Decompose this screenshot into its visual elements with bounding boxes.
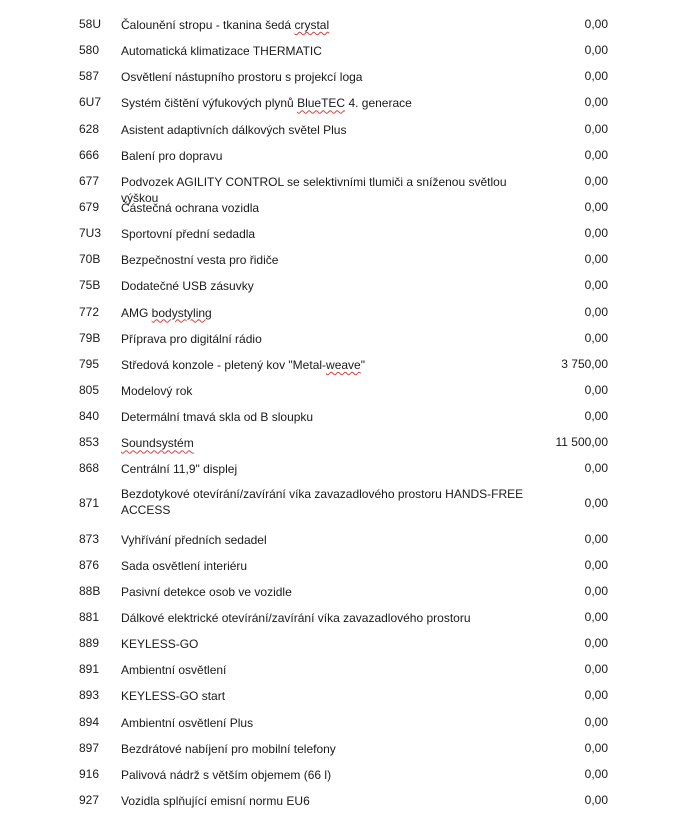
option-price: 0,00 <box>584 583 608 598</box>
option-price: 0,00 <box>584 495 608 510</box>
description-text: Osvětlení nástupního prostoru s projekcí loga <box>121 70 363 85</box>
option-price: 0,00 <box>584 199 608 214</box>
option-row <box>0 351 686 377</box>
description-text: Bezdrátové nabíjení pro mobilní telefony <box>121 741 336 756</box>
option-description <box>121 43 531 59</box>
description-text: Dodatečné USB zásuvky <box>121 279 254 294</box>
option-code: 876 <box>79 557 100 572</box>
option-description <box>121 95 531 111</box>
option-price: 0,00 <box>584 740 608 755</box>
option-row <box>0 578 686 604</box>
option-code: 795 <box>79 356 100 371</box>
description-text: Vozidla splňující emisní normu EU6 <box>121 793 310 808</box>
option-row <box>0 299 686 325</box>
option-description <box>121 584 531 600</box>
description-text: Modelový rok <box>121 383 193 398</box>
option-description <box>121 610 531 626</box>
description-text: AMG <box>121 305 152 320</box>
option-code: 873 <box>79 531 100 546</box>
spellcheck-underlined-word: BlueTEC <box>297 96 346 111</box>
option-description <box>121 793 531 809</box>
option-row <box>0 403 686 429</box>
option-code: 587 <box>79 69 100 84</box>
option-row <box>0 220 686 246</box>
option-price: 0,00 <box>584 636 608 651</box>
description-text: KEYLESS-GO start <box>121 689 226 704</box>
option-code: 868 <box>79 461 100 476</box>
option-description <box>121 532 531 548</box>
description-text: Ambientní osvětlení Plus <box>121 715 254 730</box>
option-row <box>0 89 686 115</box>
option-description <box>121 200 531 216</box>
option-row <box>0 787 686 813</box>
option-price: 0,00 <box>584 609 608 624</box>
option-description <box>121 357 531 373</box>
description-text: KEYLESS-GO <box>121 637 199 652</box>
option-description <box>121 305 531 321</box>
option-code: 75B <box>79 278 101 293</box>
option-price: 0,00 <box>584 382 608 397</box>
option-code: 894 <box>79 714 100 729</box>
option-price: 0,00 <box>584 95 608 110</box>
option-row <box>0 272 686 298</box>
description-text: Balení pro dopravu <box>121 148 223 163</box>
option-description <box>121 383 531 399</box>
option-row <box>0 429 686 455</box>
option-code: 679 <box>79 199 100 214</box>
description-text: Pasivní detekce osob ve vozidle <box>121 584 292 599</box>
option-row <box>0 194 686 220</box>
description-text: Ambientní osvětlení <box>121 663 227 678</box>
option-price: 0,00 <box>584 17 608 31</box>
description-text: Centrální 11,9" displej <box>121 462 238 477</box>
option-row <box>0 656 686 682</box>
options-table <box>0 11 686 813</box>
option-code: 891 <box>79 662 100 677</box>
option-price: 11 500,00 <box>555 435 608 450</box>
option-price: 0,00 <box>584 688 608 703</box>
option-price: 0,00 <box>584 557 608 572</box>
description-text-tail: 4. generace <box>345 96 412 111</box>
option-row <box>0 682 686 708</box>
option-price: 0,00 <box>584 531 608 546</box>
option-price: 0,00 <box>584 121 608 136</box>
option-price: 0,00 <box>584 226 608 241</box>
option-code: 840 <box>79 409 100 424</box>
option-code: 893 <box>79 688 100 703</box>
option-description <box>121 226 531 242</box>
option-price: 0,00 <box>584 173 608 188</box>
description-text: Podvozek AGILITY CONTROL se selektivními tlumiči a sníženou světlou výškou <box>121 174 507 205</box>
option-row <box>0 630 686 656</box>
description-text: Automatická klimatizace THERMATIC <box>121 44 322 59</box>
description-text: Asistent adaptivních dálkových světel Plus <box>121 122 347 137</box>
option-row <box>0 552 686 578</box>
option-price: 0,00 <box>584 461 608 476</box>
option-row <box>0 482 686 526</box>
description-text: Dálkové elektrické otevírání/zavírání víka zavazadlového prostoru <box>121 610 471 625</box>
option-description <box>121 148 531 164</box>
spellcheck-underlined-word: Soundsystém <box>121 436 194 451</box>
option-code: 58U <box>79 17 102 31</box>
option-description <box>121 409 531 425</box>
option-row <box>0 455 686 481</box>
option-code: 628 <box>79 121 100 136</box>
option-description <box>121 278 531 294</box>
option-code: 853 <box>79 435 100 450</box>
description-text-tail: " <box>360 357 365 372</box>
option-price: 0,00 <box>584 43 608 58</box>
option-row <box>0 11 686 37</box>
option-row <box>0 325 686 351</box>
option-price: 0,00 <box>584 304 608 319</box>
option-price: 3 750,00 <box>561 356 608 371</box>
option-description <box>121 715 531 731</box>
option-row <box>0 735 686 761</box>
option-code: 6U7 <box>79 95 102 110</box>
option-code: 805 <box>79 382 100 397</box>
option-price: 0,00 <box>584 714 608 729</box>
option-description <box>121 662 531 678</box>
option-row <box>0 709 686 735</box>
option-code: 677 <box>79 173 100 188</box>
description-text: Částečná ochrana vozidla <box>121 200 260 215</box>
option-description <box>121 741 531 757</box>
option-price: 0,00 <box>584 278 608 293</box>
option-code: 916 <box>79 766 100 781</box>
option-row <box>0 604 686 630</box>
option-code: 580 <box>79 43 100 58</box>
option-description <box>121 331 531 347</box>
option-code: 881 <box>79 609 100 624</box>
option-description <box>121 486 531 518</box>
option-row <box>0 37 686 63</box>
option-description <box>121 558 531 574</box>
option-code: 772 <box>79 304 100 319</box>
option-description <box>121 17 531 33</box>
description-text: Vyhřívání předních sedadel <box>121 532 267 547</box>
option-row <box>0 246 686 272</box>
description-text: Palivová nádrž s větším objemem (66 l) <box>121 767 332 782</box>
option-price: 0,00 <box>584 69 608 84</box>
description-text: Středová konzole - pletený kov "Metal- <box>121 357 327 372</box>
description-text: Bezpečnostní vesta pro řidiče <box>121 253 279 268</box>
description-text: Determální tmavá skla od B sloupku <box>121 410 314 425</box>
option-description <box>121 767 531 783</box>
description-text: Systém čištění výfukových plynů <box>121 96 298 111</box>
option-price: 0,00 <box>584 252 608 267</box>
spellcheck-underlined-word: weave <box>326 357 361 372</box>
option-code: 927 <box>79 792 100 807</box>
option-description <box>121 636 531 652</box>
option-row <box>0 761 686 787</box>
option-price: 0,00 <box>584 766 608 781</box>
option-description <box>121 461 531 477</box>
spellcheck-underlined-word: crystal <box>294 18 330 32</box>
description-text: Čalounění stropu - tkanina šedá <box>121 18 295 32</box>
option-row <box>0 116 686 142</box>
option-code: 889 <box>79 636 100 651</box>
option-price: 0,00 <box>584 662 608 677</box>
description-text: Sportovní přední sedadla <box>121 227 256 242</box>
option-code: 871 <box>79 495 100 510</box>
option-row <box>0 526 686 552</box>
option-row <box>0 142 686 168</box>
option-price: 0,00 <box>584 792 608 807</box>
option-code: 7U3 <box>79 226 102 241</box>
option-price: 0,00 <box>584 409 608 424</box>
option-row <box>0 168 686 205</box>
option-code: 666 <box>79 147 100 162</box>
option-description <box>121 688 531 704</box>
spellcheck-underlined-word: bodystyling <box>151 305 212 320</box>
option-code: 79B <box>79 330 101 345</box>
description-text: Příprava pro digitální rádio <box>121 331 262 346</box>
option-description <box>121 122 531 138</box>
option-code: 70B <box>79 252 101 267</box>
description-text: Bezdotykové otevírání/zavírání víka zavazadlového prostoru HANDS-FREE ACCESS <box>121 486 524 517</box>
option-code: 897 <box>79 740 100 755</box>
option-description <box>121 252 531 268</box>
option-row <box>0 63 686 89</box>
description-text: Sada osvětlení interiéru <box>121 558 248 573</box>
option-price: 0,00 <box>584 330 608 345</box>
option-code: 88B <box>79 583 101 598</box>
option-row <box>0 377 686 403</box>
option-description <box>121 435 531 451</box>
option-description <box>121 69 531 85</box>
option-price: 0,00 <box>584 147 608 162</box>
